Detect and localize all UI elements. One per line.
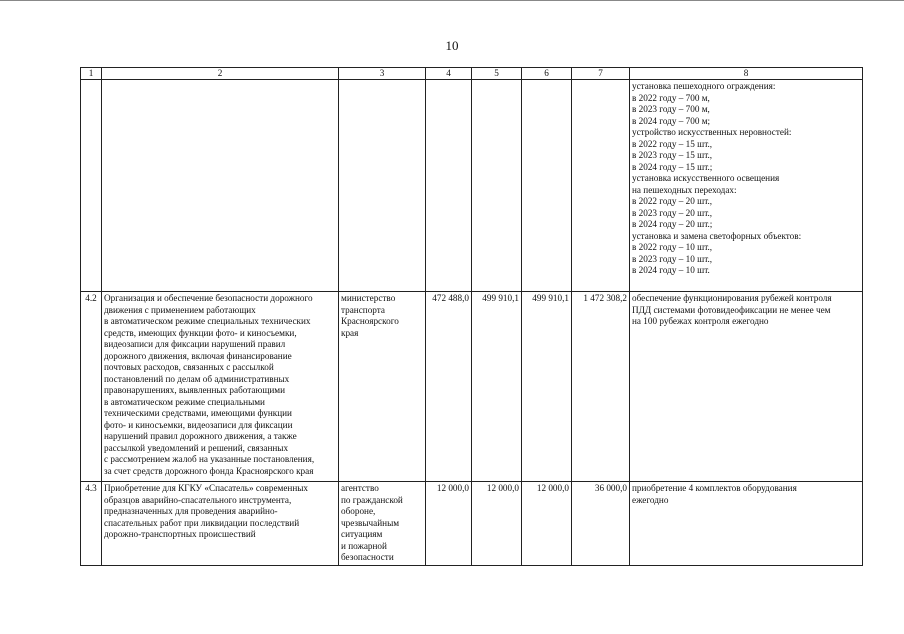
event-description-line: дорожного движения, включая финансирование [104,350,292,361]
expected-result-line: устройство искусственных неровностей: [632,127,792,137]
expected-result-line: в 2022 году – 20 шт., [632,196,713,206]
expected-result-line: в 2024 году – 15 шт.; [632,161,713,172]
header-cell: 7 [572,68,630,80]
expected-result-line: установка и замена светофорных объектов: [632,230,802,241]
event-description-line: почтовых расходов, связанных с рассылкой [104,362,274,372]
event-description [102,80,339,292]
expected-result [630,482,863,566]
executor-line: Красноярского [341,316,399,326]
event-description-line: техническими средствами, имеющими функции [104,408,292,418]
amount-2023: 499 910,1 [472,292,522,482]
expected-result-line: установка искусственного освещения [632,173,780,183]
header-cell: 5 [472,68,522,80]
expected-result-line: на пешеходных переходах: [632,184,737,195]
expected-result-line: в 2024 году – 20 шт.; [632,219,713,229]
event-description-line: Организация и обеспечение безопасности дорожного [104,293,313,303]
amount-2022 [426,80,472,292]
page-number: 10 [445,38,459,53]
event-description-line: с рассмотрением жалоб на указанные постановления, [104,454,315,464]
event-description [102,292,339,482]
event-description-line: движения с применением работающих [104,304,256,315]
expected-result-line: в 2022 году – 15 шт., [632,138,713,149]
executor-line: чрезвычайным [341,517,400,528]
expected-result [630,292,863,482]
event-description-line: Приобретение для КГКУ «Спасатель» современных [104,483,309,493]
event-description-line: спасательных работ при ликвидации последствий [104,517,300,528]
header-cell: 6 [522,68,572,80]
expected-result-line: в 2023 году – 15 шт., [632,150,713,160]
expected-result-line: установка пешеходного ограждения: [632,81,776,91]
amount-2023 [472,80,522,292]
row-number: 4.2 [81,292,102,482]
expected-result-line: на 100 рубежах контроля ежегодно [632,316,769,326]
event-description-line: рассылкой уведомлений и решений, связанных [104,442,289,453]
table-row [81,80,863,292]
event-description-line: дорожно-транспортных происшествий [104,529,256,539]
event-description-line: правонарушениях, выявленных работающими [104,385,286,395]
header-cell: 3 [339,68,426,80]
executor-line: и пожарной [341,540,387,551]
expected-result-line: ПДД системами фотовидеофиксации не менее чем [632,304,831,315]
event-description-line: постановлений по делам об административных [104,373,290,384]
table-row [81,482,863,566]
expected-result-line: в 2023 году – 700 м, [632,104,710,114]
event-description-line: образцов аварийно-спасательного инструмента, [104,494,292,505]
expected-result-line: в 2022 году – 700 м, [632,92,710,103]
event-description-line: предназначенных для проведения аварийно- [104,506,278,516]
executor-line: транспорта [341,304,385,315]
executor-line: по гражданской [341,494,403,505]
row-number: 4.3 [81,482,102,566]
amount-2023: 12 000,0 [472,482,522,566]
program-table [80,67,863,566]
amount-2024: 499 910,1 [522,292,572,482]
executor-line: министерство [341,293,396,303]
top-border-line [0,0,904,1]
event-description-line: средств, имеющих функции фото- и киносъемки, [104,327,297,338]
expected-result-line: обеспечение функционирования рубежей контроля [632,293,832,303]
executor-line: края [341,327,359,338]
header-cell: 8 [630,68,863,80]
header-cell: 4 [426,68,472,80]
amount-total: 1 472 308,2 [572,292,630,482]
header-cell: 2 [102,68,339,80]
expected-result-line: ежегодно [632,494,669,505]
expected-result-line: в 2023 году – 10 шт., [632,253,713,264]
amount-2022: 472 488,0 [426,292,472,482]
row-number [81,80,102,292]
executor-line: агентство [341,483,379,493]
amount-total: 36 000,0 [572,482,630,566]
event-description-line: в автоматическом режиме специальными [104,396,265,407]
expected-result-line: в 2022 году – 10 шт., [632,242,713,252]
executor [339,292,426,482]
header-cell: 1 [81,68,102,80]
executor-line: обороне, [341,506,376,516]
event-description-line: видеозаписи для фиксации нарушений правил [104,339,286,349]
executor-line: безопасности [341,552,394,562]
expected-result-line: в 2023 году – 20 шт., [632,207,713,218]
amount-2022: 12 000,0 [426,482,472,566]
event-description [102,482,339,566]
executor [339,80,426,292]
executor-line: ситуациям [341,529,383,539]
amount-2024 [522,80,572,292]
header-row [81,68,863,80]
executor [339,482,426,566]
expected-result-line: в 2024 году – 10 шт. [632,265,710,275]
event-description-line: фото- и киносъемки, видеозаписи для фиксации [104,419,293,430]
event-description-line: нарушений правил дорожного движения, а также [104,431,297,441]
event-description-line: в автоматическом режиме специальных технических [104,316,311,326]
table-row [81,292,863,482]
expected-result [630,80,863,292]
event-description-line: за счет средств дорожного фонда Красноярского края [104,465,314,476]
amount-total [572,80,630,292]
amount-2024: 12 000,0 [522,482,572,566]
expected-result-line: в 2024 году – 700 м; [632,115,711,126]
expected-result-line: приобретение 4 комплектов оборудования [632,483,797,493]
